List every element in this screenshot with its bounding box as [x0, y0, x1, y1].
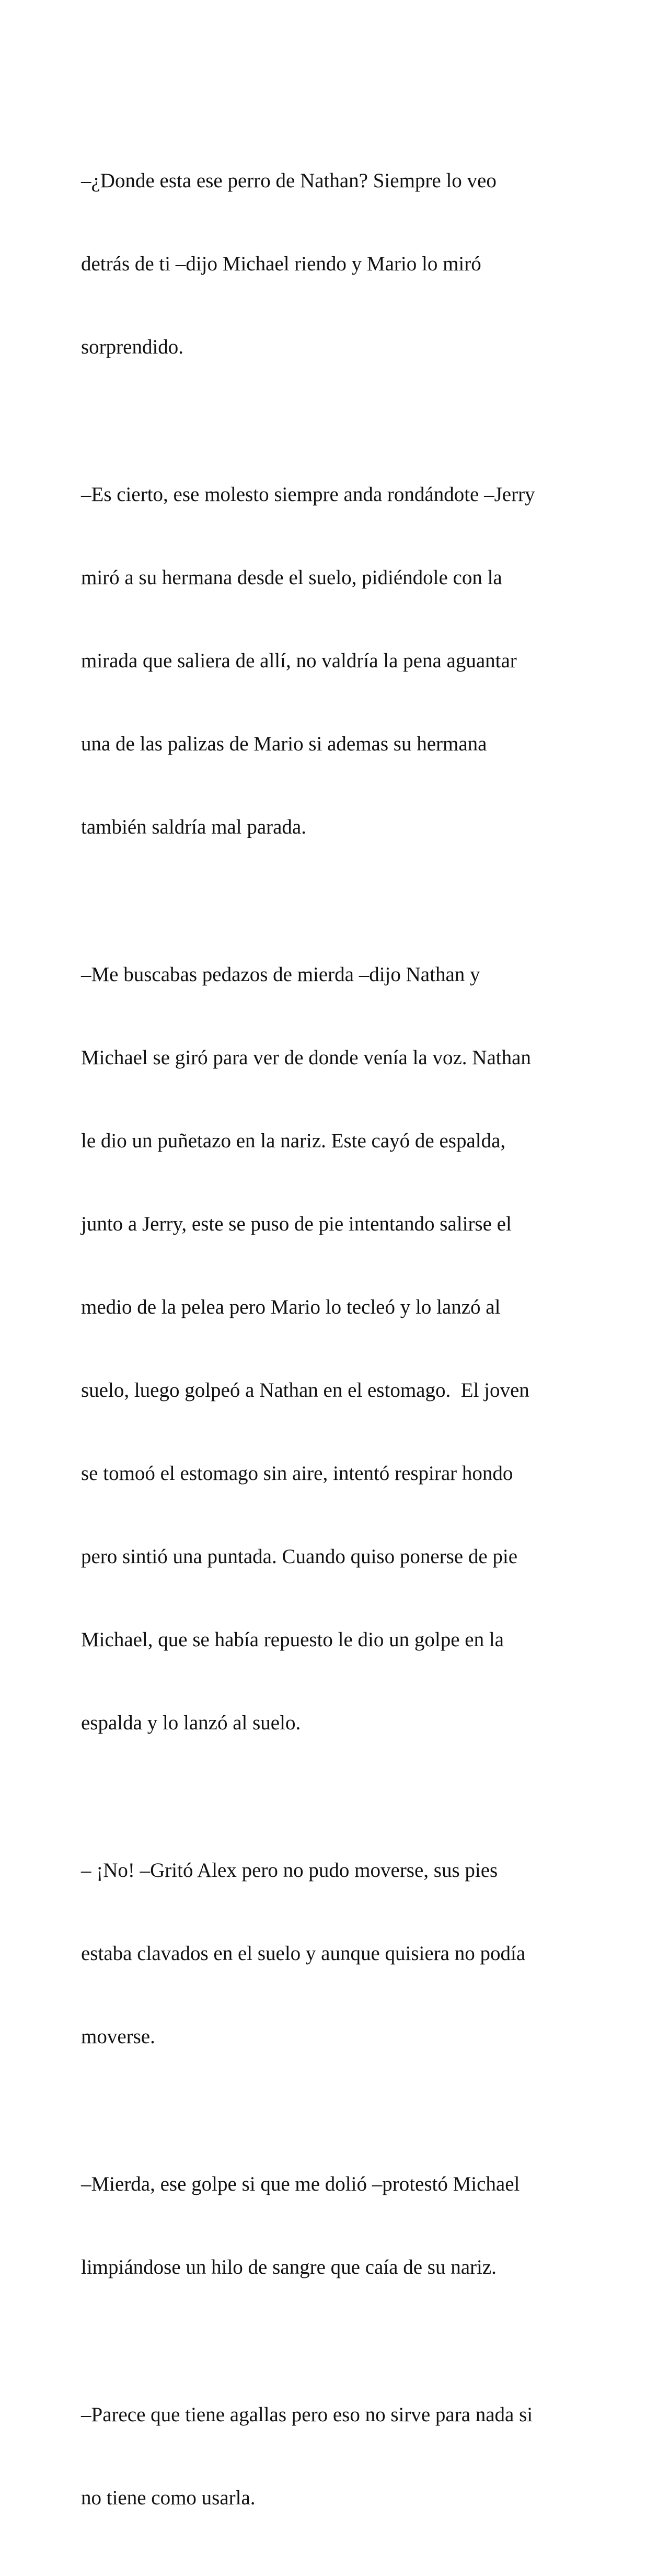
- text-line: Michael, que se había repuesto le dio un golpe en la: [81, 1628, 504, 1651]
- text-line: suelo, luego golpeó a Nathan en el estomago. El joven: [81, 1379, 529, 1401]
- text-line: medio de la pelea pero Mario lo tecleó y lo lanzó al: [81, 1296, 501, 1318]
- text-line: estaba clavados en el suelo y aunque quisiera no podía: [81, 1942, 526, 1965]
- paragraph-2: [81, 425, 593, 896]
- text-line: –Parece que tiene agallas pero eso no sirve para nada si: [81, 2403, 533, 2426]
- paragraph-4: [81, 1801, 593, 2106]
- text-line: detrás de ti –dijo Michael riendo y Mario lo miró: [81, 253, 481, 275]
- paragraph-5: [81, 2115, 593, 2336]
- paragraph-1: [81, 111, 593, 416]
- body-text: [81, 111, 593, 2576]
- text-line: – ¡No! –Gritó Alex pero no pudo moverse, sus pies: [81, 1859, 498, 1882]
- paragraph-6: [81, 2345, 593, 2567]
- text-line: junto a Jerry, este se puso de pie intentando salirse el: [81, 1213, 512, 1235]
- text-line: pero sintió una puntada. Cuando quiso ponerse de pie: [81, 1545, 518, 1568]
- text-line: no tiene como usarla.: [81, 2487, 256, 2509]
- text-line: Michael se giró para ver de donde venía la voz. Nathan: [81, 1046, 531, 1069]
- text-line: mirada que saliera de allí, no valdría la pena aguantar: [81, 649, 517, 672]
- text-line: le dio un puñetazo en la nariz. Este cayó de espalda,: [81, 1130, 506, 1152]
- text-line: limpiándose un hilo de sangre que caía de su nariz.: [81, 2256, 497, 2278]
- text-line: moverse.: [81, 2025, 155, 2048]
- text-line: una de las palizas de Mario si ademas su hermana: [81, 733, 487, 755]
- text-line: miró a su hermana desde el suelo, pidiéndole con la: [81, 566, 502, 589]
- text-line: –Mierda, ese golpe si que me dolió –protestó Michael: [81, 2173, 520, 2195]
- text-line: –¿Donde esta ese perro de Nathan? Siempre lo veo: [81, 169, 497, 192]
- text-line: también saldría mal parada.: [81, 816, 306, 838]
- text-line: se tomoó el estomago sin aire, intentó respirar hondo: [81, 1462, 513, 1485]
- text-line: –Me buscabas pedazos de mierda –dijo Nathan y: [81, 963, 480, 986]
- paragraph-3: [81, 905, 593, 1792]
- text-line: sorprendido.: [81, 336, 184, 358]
- text-line: espalda y lo lanzó al suelo.: [81, 1712, 301, 1734]
- text-line: –Es cierto, ese molesto siempre anda rondándote –Jerry: [81, 483, 535, 506]
